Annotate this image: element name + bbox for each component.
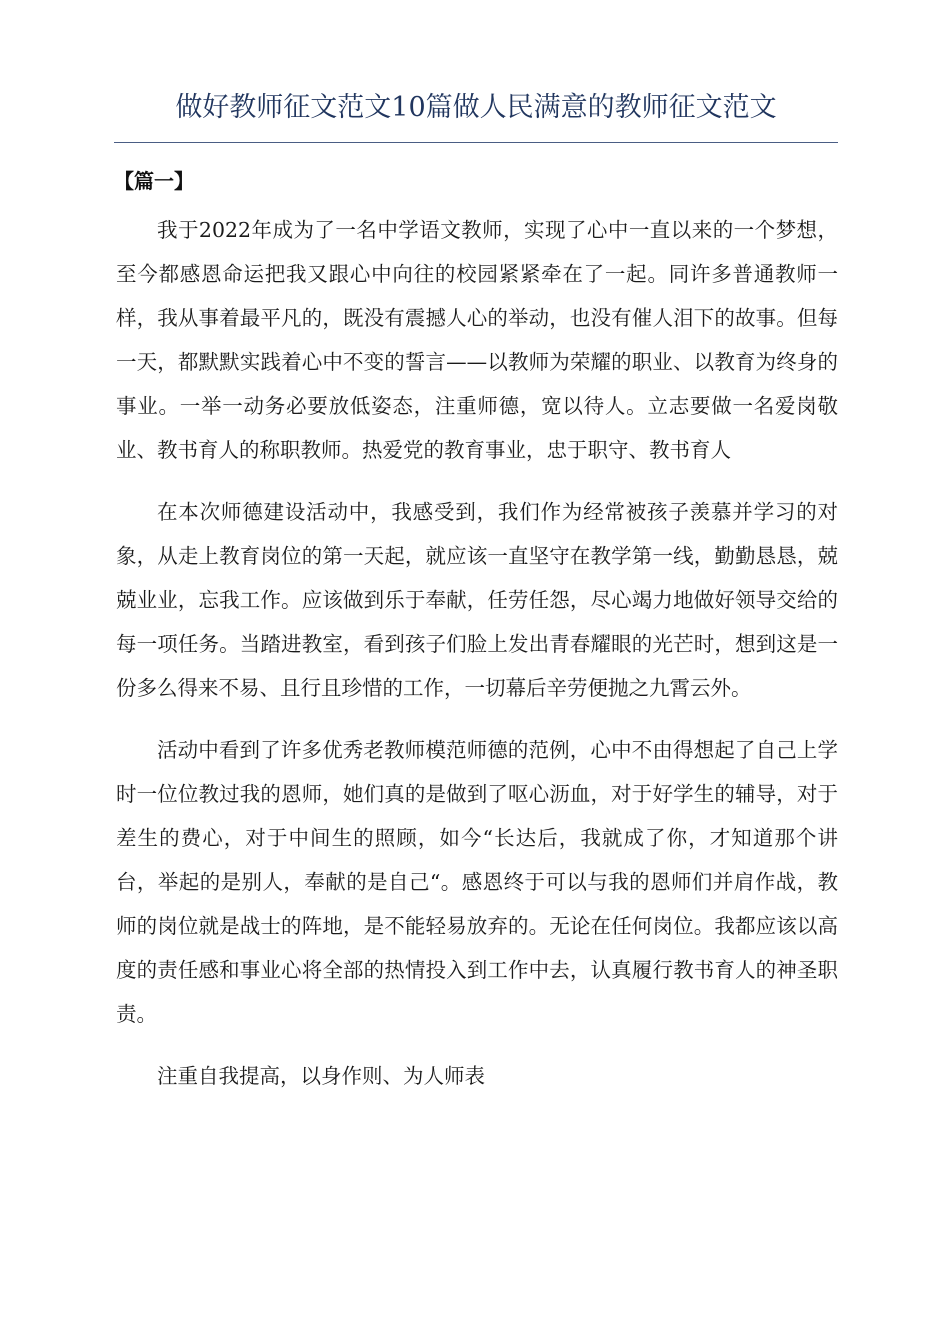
paragraph: 我于2022年成为了一名中学语文教师，实现了心中一直以来的一个梦想，至今都感恩命运把我又跟心中向往的校园紧紧牵在了一起。同许多普通教师一样，我从事着最平凡的，既没有震撼人心的举动，也没有催人泪下的故事。但每一天，都默默实践着心中不变的誓言——以教师为荣耀的职业、以教育为终身的事业。一举一动务必要放低姿态，注重师德，宽以待人。立志要做一名爱岗敬业、教书育人的称职教师。热爱党的教育事业，忠于职守、教书育人 xyxy=(116,218,838,462)
section-heading: 【篇一】 xyxy=(114,169,194,193)
document-body xyxy=(116,208,838,1116)
document-title: 做好教师征文范文10篇做人民满意的教师征文范文 xyxy=(175,92,777,123)
paragraph: 在本次师德建设活动中，我感受到，我们作为经常被孩子羡慕并学习的对象，从走上教育岗位的第一天起，就应该一直坚守在教学第一线，勤勤恳恳，兢兢业业，忘我工作。应该做到乐于奉献，任劳任怨，尽心竭力地做好领导交给的每一项任务。当踏进教室，看到孩子们脸上发出青春耀眼的光芒时，想到这是一份多么得来不易、且行且珍惜的工作，一切幕后辛劳便抛之九霄云外。 xyxy=(116,500,838,700)
paragraph: 活动中看到了许多优秀老教师模范师德的范例，心中不由得想起了自己上学时一位位教过我的恩师，她们真的是做到了呕心沥血，对于好学生的辅导，对于差生的费心，对于中间生的照顾，如今“长达后，我就成了你，才知道那个讲台，举起的是别人，奉献的是自己“。感恩终于可以与我的恩师们并肩作战，教师的岗位就是战士的阵地，是不能轻易放弃的。无论在任何岗位。我都应该以高度的责任感和事业心将全部的热情投入到工作中去，认真履行教书育人的神圣职责。 xyxy=(116,738,838,1026)
title-divider xyxy=(114,142,838,143)
paragraph: 注重自我提高，以身作则、为人师表 xyxy=(157,1064,485,1088)
